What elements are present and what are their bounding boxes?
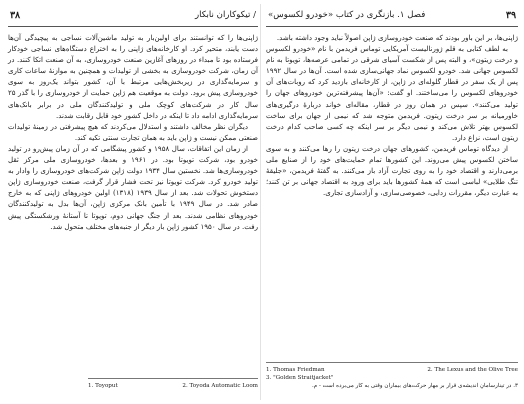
right-footnote-3: 3. "Golden Straitjacket" (266, 375, 334, 381)
left-footnote-1: 1. Toyoput (88, 383, 118, 389)
right-paragraph-1: ژاپنی‌ها، بر این باور بودند که صنعت خودروسازی ژاپن اصولاً نباید وجود داشته باشد. (276, 33, 518, 42)
right-footnote-translator-note: ۳. در تینارسامانِ اندیشه‌ی قرار بر مهار حرکت‌های بیماران وقتی به کار می‌برده است - م. (311, 383, 518, 389)
left-running-title: / تیکوکاران نابکار (194, 10, 256, 20)
right-paragraph-2: به لطف کتابی به قلم ژورنالیست آمریکایی توماس فریدمن با نام «خودرو لکسوس و درخت زیتون»، و البته پس از شکست آسیای شرقی در تمامی عرصه‌ها، تویوتا به نام لکسوس جهانی شد. خودرو لکسوس نماد جهانی‌سازی شده است. آن‌ها در سال ۱۹۹۲ پس از یک سفر در قطار گلوله‌ای در ژاپن، از کارخانه‌ای بازدید کرد که روبات‌های آن خودروهای لکسوس را می‌ساختند. او گفت: «آن‌ها پیشرفته‌ترین خودروهای جهان را تولید می‌کنند». سپس در همان روز در قطار، مقاله‌ای خواند دربارهٔ درگیری‌های خاورمیانه بر سر درخت زیتون. فریدمن متوجه شد که نیمی از جهان برای ساخت لکسوس بهتر تلاش می‌کند و نیمی دیگر بر سر اینکه چه کسی صاحب کدام درخت زیتون است، نزاع دارد. (266, 44, 518, 142)
left-body-text (8, 27, 258, 232)
left-page-number: ۳۸ (10, 9, 21, 21)
right-footnote-1: 1. Thomas Friedman (266, 367, 325, 373)
right-footnotes (266, 362, 518, 390)
left-paragraph-3: از زمان این اتفاقات، سال ۱۹۵۸ و کشور پیشگامی که در آن زمان پیش‌رو در تولید خودرو بود، شرکت تویوتا بود. در ۱۹۶۱ و بعدها، خودروسازی ملی مرکز ثقل خودروسازی‌ها شد. نخستین سال ۱۹۳۴ دولت ژاپن شرکت‌های خودروسازی را وادار به تولید خودرو کرد. شرکت تویوتا نیز تحت فشار قرار گرفت، صنعت خودروسازی ژاپن دستخوش تحولات شد. بعد از سال ۱۹۳۹ (۱۳۱۸) اولین خودروهای ژاپنی که به خارج صادر شد. در سال ۱۹۴۹ با تأمین بانک مرکزی ژاپن، آن‌ها بدل به تولیدکنندگان خودروهای نظامی شدند. بعد از جنگ جهانی دوم، تویوتا تا آستانهٔ ورشکستگی پیش رفت. در سال ۱۹۵۰ کشور ژاپن بار دیگر از جنبه‌های مختلف متحول شد. (8, 143, 259, 231)
right-footnote-2: 2. The Lexus and the Olive Tree (427, 367, 518, 373)
left-page-header (8, 6, 258, 27)
right-page (266, 0, 518, 404)
right-body-text (266, 27, 518, 198)
right-page-header (266, 6, 518, 27)
page-gutter (260, 4, 261, 400)
left-footnotes (88, 378, 258, 390)
left-page (8, 0, 258, 404)
right-running-title: فصل ۱. بازنگری در کتاب «خودرو لکسوس» (268, 10, 426, 20)
left-paragraph-1: ژاپنی‌ها را که توانستند برای اولین‌بار به تولید ماشین‌آلات نساجی‌ به پیچیدگی آن‌ها دست یابند، متحیر کرد. او کارخانه‌های ژاپنی را به اختراع دستگاه‌های نساجی خودکار فرستاده بود تا مبداء در روزهای آغازین صنعت خودروسازی، به آن صنعت اتکا کنند. در آن زمان، شرکت خودروسازی به بخشی از تولیدات و همچنین به موازنهٔ ساعات کاری و سرمایه‌گذاری در زیربخش‌هایی مرتبط با آن، کشور بتواند یک‌روز به سوی خودروسازی پیش برود. دولت به موقعیت هم ژاپن حمایت از خودروسازی را با گذر ۲۵ سال کار در شرکت‌های کوچک ملی و تولیدکنندگان ملی در برابر بانک‌های سرمایه‌گذاری ادامه داد تا اینکه در داخل کشور خود قابل رقابت شدند. (8, 33, 258, 120)
right-paragraph-3: از دیدگاه توماس فریدمن، کشورهای جهان درخت زیتون را رها می‌کنند و به سوی ساختن لکسوس پیش می‌روند. این کشورها تمام حمایت‌های خود را از صنایع ملی برمی‌دارند و اقتصاد خود را به روی تجارت آزاد باز می‌کنند. به گفتهٔ فریدمن، «جلیقهٔ تنگ طلایی» لباسی است که همهٔ کشورها باید برای ورود به اقتصاد جهانی بر تن کنند؛ به عبارت دیگر، مقررات زدایی، خصوصی‌سازی، و آزادسازی تجاری. (266, 143, 518, 198)
left-footnote-2: 2. Toyoda Automatic Loom (182, 383, 258, 389)
left-paragraph-2: دیگران نظر مخالف داشتند و استدلال می‌کردند که هیچ پیشرفتی در زمینهٔ تولیدات صنعتی ممکن نیست و ژاپن باید به همان تجارت سنتی تکیه کند. (8, 121, 258, 142)
right-page-number: ۳۹ (505, 9, 516, 21)
